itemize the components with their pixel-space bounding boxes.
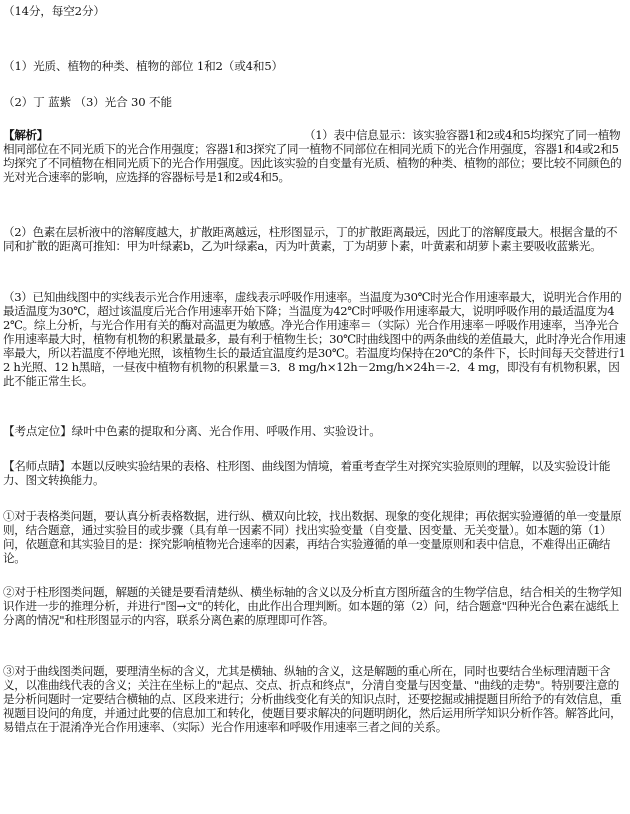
analysis-para-1: （1）表中信息显示：该实验容器1和2或4和5均探究了同一植物相同部位在不同光质下的光合作用强度；容器1和3探究了同一植物不同部位在相同光质下的光合作用强度，容器1和4或2和5均探究了不同植物在相同光质下的光合作用强度。因此该实验的自变量有光质、植物的种类、植物的部位；要比较不同颜色的光对光合速率的影响，应选择的容器标号是1和2或4和5。 xyxy=(3,128,622,184)
tip-bar-chart: ②对于柱形图类问题，解题的关键是要看清楚纵、横坐标轴的含义以及分析直方图所蕴含的生物学信息，结合相关的生物学知识作进一步的推理分析，并进行"图→文"的转化，由此作出合理判断。如本题的第（2）问，结合题意"四种光合色素在滤纸上分离的情况"和柱形图显示的内容，联系分离色素的原理即可作答。 xyxy=(3,585,622,627)
tip-curve-chart: ③对于曲线图类问题，要理清坐标的含义，尤其是横轴、纵轴的含义，这是解题的重心所在，同时也要结合坐标理清题干含义，以准曲线代表的含义；关注在坐标上的"起点、交点、折点和终点"，分清自变量与因变量、"曲线的走势"。特别要注意的是分析问题时一定要结合横轴的点、区段来进行；分析曲线变化有关的知识点时，还要挖掘或捕提题目所给予的有效信息，重视题目设问的角度，并通过此要的信息加工和转化，使题目要求解决的问题明朗化，然后运用所学知识分析作答。解答此问，易错点在于混淆净光合作用速率、（实际）光合作用速率和呼吸作用速率三者之间的关系。 xyxy=(3,664,622,734)
mingshi-line: 【名师点睛】本题以反映实验结果的表格、柱形图、曲线图为情境，着重考查学生对探究实验原则的理解，以及实验设计能力、图文转换能力。 xyxy=(3,459,611,487)
kaodian-line: 【考点定位】绿叶中色素的提取和分离、光合作用、呼吸作用、实验设计。 xyxy=(3,424,381,438)
analysis-label: 【解析】 xyxy=(3,128,48,142)
analysis-para-2: （2）色素在层析液中的溶解度越大，扩散距离越远，柱形图显示，丁的扩散距离最远，因此丁的溶解度最大。根据含量的不同和扩散的距离可推知：甲为叶绿素b，乙为叶绿素a，丙为叶黄素，丁为胡萝卜素，叶黄素和胡萝卜素主要吸收蓝紫光。 xyxy=(3,225,618,253)
analysis-para-3: （3）已知曲线图中的实线表示光合作用速率，虚线表示呼吸作用速率。当温度为30℃时光合作用速率最大，说明光合作用的最适温度为30℃，超过该温度后光合作用速率开始下降；当温度为42℃时呼吸作用速率最大，说明呼吸作用的最适温度为42℃。综上分析，与光合作用有关的酶对高温更为敏感。净光合作用速率＝（实际）光合作用速率－呼吸作用速率，当净光合作用速率最大时，植物有机物的积累量最多，最有利于植物生长；30℃时曲线图中的两条曲线的差值最大，此时净光合作用速率最大，所以若温度不停地光照，该植物生长的最适宜温度约是30℃。若温度均保持在20℃的条件下，长时间每天交替进行12 h光照、12 h黑暗，一昼夜中植物有机物的积累量＝3．8 mg/h×12h－2mg/h×24h＝-2．4 mg，即没有有机物积累，因此不能正常生长。 xyxy=(3,290,626,388)
answer-line-1: （1）光质、植物的种类、植物的部位 1和2（或4和5） xyxy=(3,59,283,73)
answer-line-2: （2）丁 蓝紫 （3）光合 30 不能 xyxy=(3,95,172,109)
tip-table: ①对于表格类问题，要认真分析表格数据，进行纵、横双向比较，找出数据、现象的变化规律；再依据实验遵循的单一变量原则，结合题意，通过实验目的或步骤（具有单一因素不同）找出实验变量（自变量、因变量、无关变量）。如本题的第（1）问，依题意和其实验目的是：探究影响植物光合速率的因素，再结合实验遵循的单一变量原则和表中信息，不难得出正确结论。 xyxy=(3,509,622,565)
score-line: （14分，每空2分） xyxy=(3,4,105,18)
analysis-block xyxy=(3,128,627,184)
